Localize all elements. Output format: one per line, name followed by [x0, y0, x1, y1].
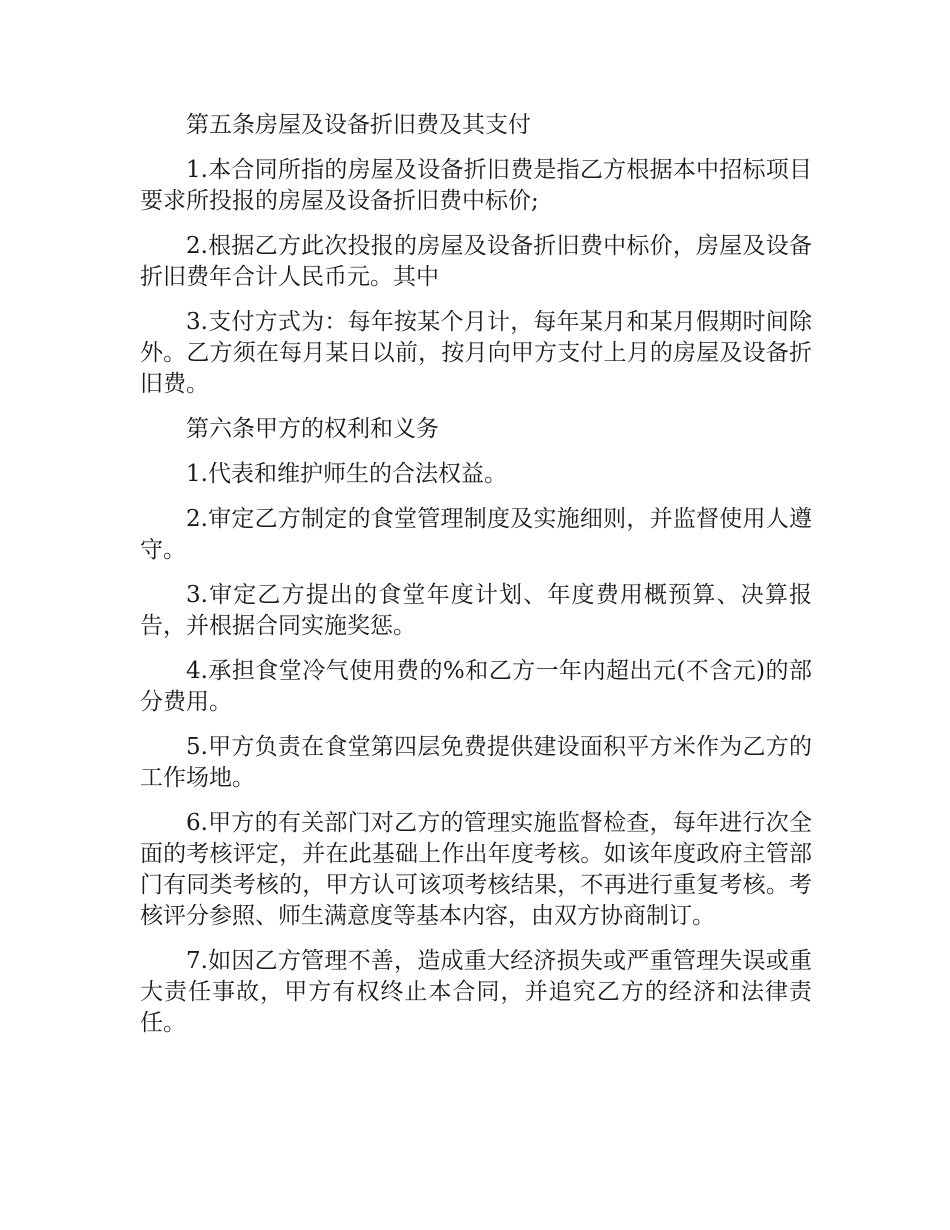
- paragraph-5-3: 3.支付方式为：每年按某个月计，每年某月和某月假期时间除外。乙方须在每月某日以前，按月向甲方支付上月的房屋及设备折旧费。: [140, 309, 812, 397]
- paragraph-6-3: 3.审定乙方提出的食堂年度计划、年度费用概预算、决算报告，并根据合同实施奖惩。: [140, 582, 812, 639]
- paragraph-5-1: 1.本合同所指的房屋及设备折旧费是指乙方根据本中招标项目要求所投报的房屋及设备折旧费中标价;: [140, 157, 812, 214]
- section-heading-article-5: 第五条房屋及设备折旧费及其支付: [186, 112, 531, 138]
- paragraph-6-7: 7.如因乙方管理不善，造成重大经济损失或严重管理失误或重大责任事故，甲方有权终止本合同，并追究乙方的经济和法律责任。: [140, 948, 812, 1036]
- paragraph-6-5: 5.甲方负责在食堂第四层免费提供建设面积平方米作为乙方的工作场地。: [140, 734, 812, 791]
- paragraph-6-2: 2.审定乙方制定的食堂管理制度及实施细则，并监督使用人遵守。: [140, 506, 812, 563]
- paragraph-6-1: 1.代表和维护师生的合法权益。: [186, 461, 507, 487]
- section-heading-article-6: 第六条甲方的权利和义务: [186, 416, 439, 442]
- paragraph-5-2: 2.根据乙方此次投报的房屋及设备折旧费中标价，房屋及设备折旧费年合计人民币元。其中: [140, 233, 812, 290]
- paragraph-6-6: 6.甲方的有关部门对乙方的管理实施监督检查，每年进行次全面的考核评定，并在此基础上作出年度考核。如该年度政府主管部门有同类考核的，甲方认可该项考核结果，不再进行重复考核。考核评分参照、师生满意度等基本内容，由双方协商制订。: [140, 810, 812, 929]
- document-page: [140, 110, 812, 1053]
- paragraph-6-4: 4.承担食堂冷气使用费的%和乙方一年内超出元(不含元)的部分费用。: [140, 658, 812, 715]
